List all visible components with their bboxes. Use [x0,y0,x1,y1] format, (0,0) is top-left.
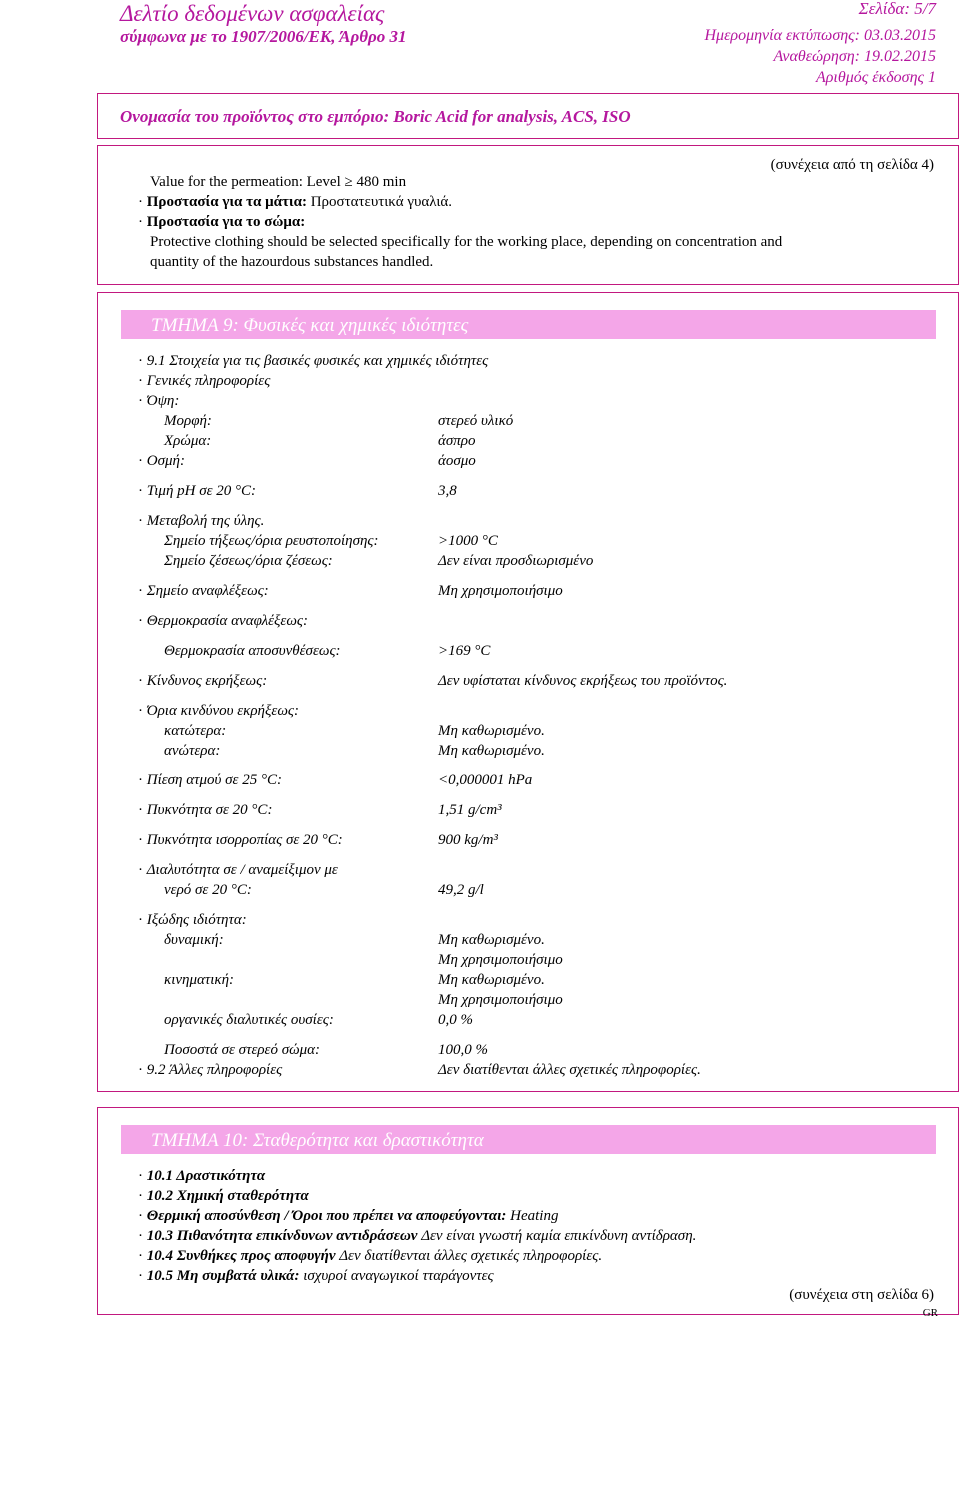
bullet: · [138,1248,147,1264]
property-value: 1,51 g/cm³ [438,802,502,818]
property-row [164,1043,320,1058]
bullet: · [138,194,143,210]
property-label: Πυκνότητα ισορροπίας σε 20 °C: [146,832,343,848]
property-value: Μη χρησιμοποιήσιμο [438,992,563,1008]
stability-row [138,1209,558,1224]
body-protection-text-2: quantity of the hazourdous substances handled. [150,254,434,270]
bullet: · [138,1168,147,1184]
property-row [138,833,343,848]
stability-row [138,1229,696,1244]
eye-protection-row [138,195,452,210]
stability-label: 10.2 Χημική σταθερότητα [146,1188,309,1204]
bullet: · [138,373,147,389]
property-row [164,644,341,659]
bullet: · [138,1268,147,1284]
stability-row [138,1169,265,1184]
property-label: Μορφή: [164,413,212,429]
continued-to-note: (συνέχεια στη σελίδα 6) [789,1287,934,1303]
property-value: Μη χρησιμοποιήσιμο [438,583,563,599]
property-row [164,724,226,739]
property-row [164,883,252,898]
property-label: Τιμή pH σε 20 °C: [146,483,257,499]
property-value: Μη χρησιμοποιήσιμο [438,952,563,968]
property-row [138,1063,282,1078]
property-value: 3,8 [438,483,457,499]
eye-protection-label: Προστασία για τα μάτια: [146,194,307,210]
section9-title-bar [121,310,936,339]
property-label: Μεταβολή της ύλης. [146,513,265,529]
property-value: Μη καθωρισμένο. [438,743,545,759]
property-value: Μη καθωρισμένο. [438,723,545,739]
property-row [164,933,224,948]
stability-row [138,1269,494,1284]
product-name-line [120,108,631,125]
property-row [138,514,264,529]
bullet: · [138,862,147,878]
property-label: Όρια κινδύνου εκρήξεως: [146,703,300,719]
bullet: · [138,393,147,409]
property-row [138,614,308,629]
bullet: · [138,453,147,469]
property-row [138,674,267,689]
stability-row [138,1189,309,1204]
property-label: ανώτερα: [164,743,221,759]
property-value: στερεό υλικό [438,413,514,429]
property-label: Ποσοστά σε στερεό σώμα: [164,1042,320,1058]
stability-value: ισχυροί αναγωγικοί τταράγοντες [303,1268,494,1284]
property-label: 9.1 Στοιχεία για τις βασικές φυσικές και χημικές ιδιότητες [146,353,489,369]
property-row [138,584,269,599]
property-value: >169 °C [438,643,491,659]
stability-label: Θερμική αποσύνθεση / Όροι που πρέπει να αποφεύγονται: [146,1208,507,1224]
stability-label: 10.1 Δραστικότητα [146,1168,266,1184]
property-label: Χρώμα: [164,433,212,449]
bullet: · [138,1228,147,1244]
bullet: · [138,483,147,499]
property-row [164,534,379,549]
property-value: >1000 °C [438,533,498,549]
property-label: Διαλυτότητα σε / αναμείξιμον με [146,862,338,878]
property-row [138,454,185,469]
bullet: · [138,353,147,369]
property-row [164,973,234,988]
property-label: Γενικές πληροφορίες [146,373,271,389]
property-row [164,554,333,569]
revision-date: Αναθεώρηση: 19.02.2015 [773,48,936,65]
property-value: 0,0 % [438,1012,473,1028]
property-value: Δεν είναι προσδιωρισμένο [438,553,594,569]
section10-title-bar [121,1125,936,1154]
property-label: Όψη: [146,393,180,409]
bullet: · [138,1208,147,1224]
property-row [138,484,256,499]
property-value: 900 kg/m³ [438,832,498,848]
document-title: Δελτίο δεδομένων ασφαλείας [120,1,385,26]
stability-row [138,1249,602,1264]
bullet: · [138,772,147,788]
property-value: Δεν υφίσταται κίνδυνος εκρήξεως του προϊόντος. [438,673,728,689]
continued-from-note: (συνέχεια από τη σελίδα 4) [770,157,934,173]
stability-label: 10.5 Μη συμβατά υλικά: [146,1268,300,1284]
bullet: · [138,513,147,529]
property-label: κατώτερα: [164,723,227,739]
property-label: Οσμή: [146,453,185,469]
stability-label: 10.3 Πιθανότητα επικίνδυνων αντιδράσεων [146,1228,418,1244]
property-row [138,354,488,369]
property-row [138,863,338,878]
property-label: Πίεση ατμού σε 25 °C: [146,772,282,788]
property-label: 9.2 Άλλες πληροφορίες [146,1062,283,1078]
property-label: Θερμοκρασία αποσυνθέσεως: [164,643,341,659]
bullet: · [138,1188,147,1204]
version-number: Αριθμός έκδοσης 1 [815,69,936,86]
bullet: · [138,214,143,230]
property-row [164,414,212,429]
permeation-value: Value for the permeation: Level ≥ 480 min [150,174,407,190]
property-label: Σημείο τήξεως/όρια ρευστοποίησης: [164,533,379,549]
property-label: οργανικές διαλυτικές ουσίες: [164,1012,334,1028]
section9-title: ΤΜΗΜΑ 9: Φυσικές και χημικές ιδιότητες [151,315,469,336]
bullet: · [138,703,147,719]
bullet: · [138,583,147,599]
language-code: GR [922,1307,938,1319]
property-label: Κίνδυνος εκρήξεως: [146,673,268,689]
property-label: Θερμοκρασία αναφλέξεως: [146,613,308,629]
property-row [138,394,179,409]
product-name-label: Ονομασία του προϊόντος στο εμπόριο: [120,107,390,126]
bullet: · [138,613,147,629]
property-value: Μη καθωρισμένο. [438,932,545,948]
regulation-subtitle: σύμφωνα με το 1907/2006/ΕΚ, Άρθρο 31 [120,27,407,46]
property-label: κινηματική: [164,972,235,988]
property-label: νερό σε 20 °C: [164,882,252,898]
property-row [164,744,220,759]
bullet: · [138,832,147,848]
property-value: 100,0 % [438,1042,488,1058]
product-name-box [97,93,959,139]
stability-value: Heating [510,1208,559,1224]
property-row [138,913,247,928]
section10-title: ΤΜΗΜΑ 10: Σταθερότητα και δραστικότητα [151,1130,484,1151]
property-value: <0,000001 hPa [438,772,533,788]
property-row [138,374,270,389]
property-value: 49,2 g/l [438,882,484,898]
property-label: Σημείο ζέσεως/όρια ζέσεως: [164,553,333,569]
print-date: Ημερομηνία εκτύπωσης: 03.03.2015 [704,27,936,44]
property-row [138,803,272,818]
property-row [138,773,282,788]
stability-value: Δεν είναι γνωστή καμία επικίνδυνη αντίδραση. [421,1228,697,1244]
bullet: · [138,673,147,689]
property-value: Δεν διατίθενται άλλες σχετικές πληροφορίες. [438,1062,701,1078]
property-row [138,704,299,719]
stability-label: 10.4 Συνθήκες προς αποφυγήν [146,1248,336,1264]
page-number: Σελίδα: 5/7 [858,0,936,18]
property-row [164,434,211,449]
property-label: Σημείο αναφλέξεως: [146,583,269,599]
property-label: δυναμική: [164,932,224,948]
body-protection-label: Προστασία για το σώμα: [146,214,306,230]
body-protection-row [138,215,305,230]
bullet: · [138,802,147,818]
property-value: άοσμο [438,453,476,469]
body-protection-text-1: Protective clothing should be selected specifically for the working place, depending on concentration and [150,234,783,250]
bullet: · [138,912,147,928]
property-label: Πυκνότητα σε 20 °C: [146,802,273,818]
property-label: Ιξώδης ιδιότητα: [146,912,247,928]
property-value: Μη καθωρισμένο. [438,972,545,988]
eye-protection-value: Προστατευτικά γυαλιά. [310,194,452,210]
property-value: άσπρο [438,433,476,449]
bullet: · [138,1062,147,1078]
product-name-value: Boric Acid for analysis, ACS, ISO [393,107,631,126]
stability-value: Δεν διατίθενται άλλες σχετικές πληροφορίες. [339,1248,603,1264]
property-row [164,1013,334,1028]
